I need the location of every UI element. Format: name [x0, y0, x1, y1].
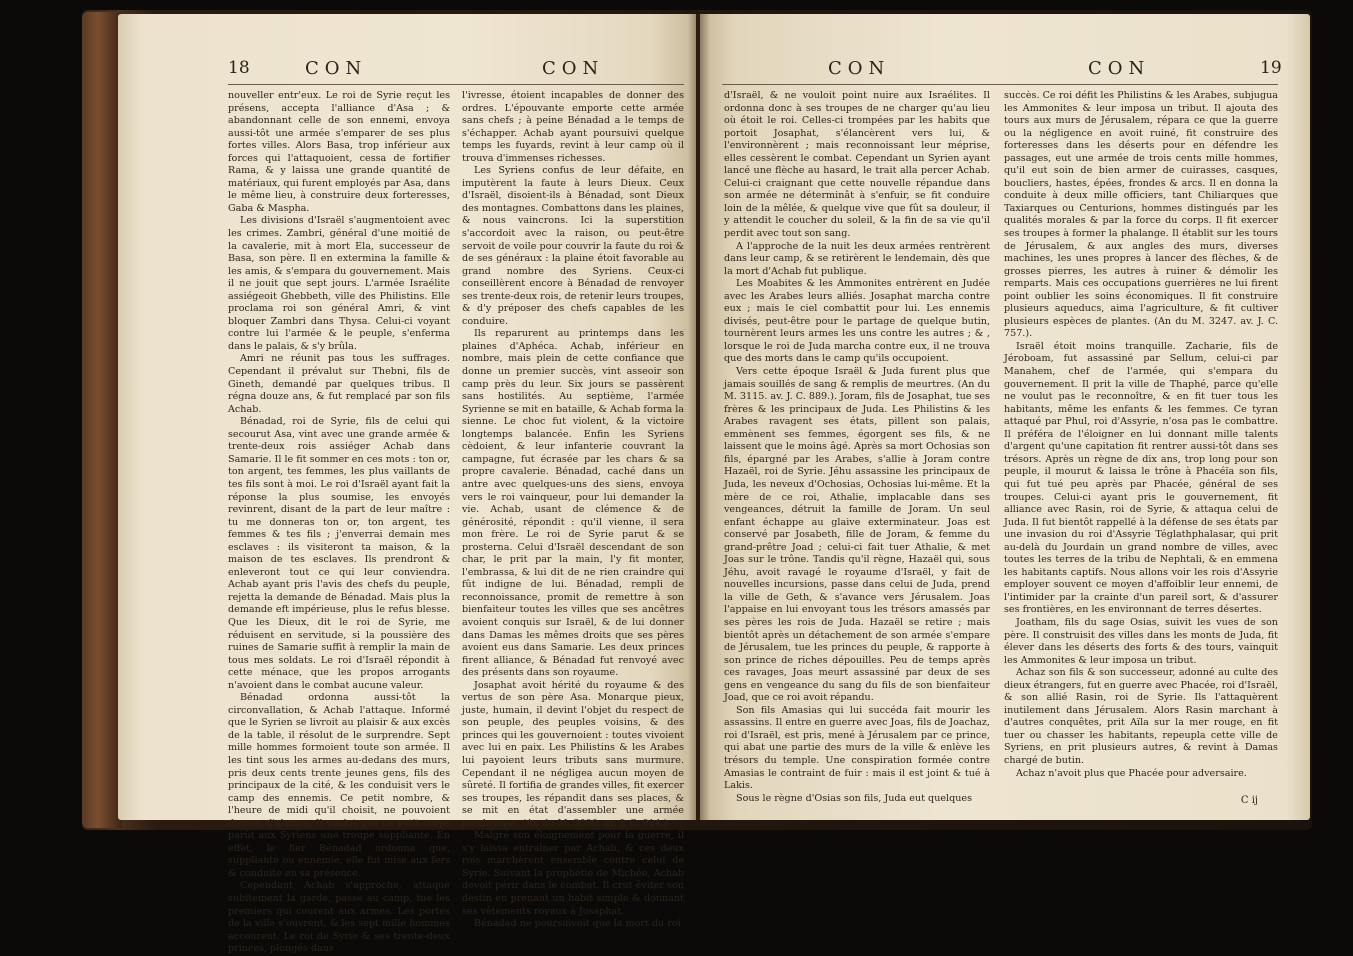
paragraph: Les Syriens confus de leur défaite, en imputèrent la faute à leurs Dieux. Ceux d'Israël, disoient-ils à Bénadad, sont Dieux des montagnes. Combattons dans les plaines, & nous vaincrons. Ici la superstition s'accordoit avec la raison, ou peut-être servoit de voile pour couvrir la faute du roi & de ses généraux : la plaine étoit favorable au grand nombre des Syriens. Ceux-ci conseillèrent encore à Bénadad de renvoyer ses trente-deux rois, de retenir leurs troupes, & d'y préposer des chefs capables de les conduire. — [462, 165, 684, 327]
right-header-rule — [722, 84, 1278, 85]
paragraph: succès. Ce roi défit les Philistins & les Arabes, subjugua les Ammonites & leur imposa un tribut. Il ajouta des tours aux murs de Jérusalem, répara ce que la guerre ou la négligence en avoit ruiné, fit construire des forteresses dans les déserts pour en défendre les passages, eut une armée de trois cents mille hommes, qu'il eut soin de bien armer de cuirasses, casques, boucliers, hastes, épées, frondes & arcs. Il en donna la conduite à deux mille officiers, tant Chiliarques que Taxiarques ou Centurions, hommes distingués par les qualités morales & par la force du corps. Il fit exercer ses troupes à former la phalange. Il établit sur les tours de Jérusalem, & aux angles des murs, diverses machines, les unes propres à lancer des flèches, & de grosses pierres, les autres à ruiner & démolir les remparts. Mais ces occupations guerrières ne lui firent point oublier les soins économiques. Il fit construire plusieurs aqueducs, aima l'agriculture, & fit cultiver plusieurs espèces de plantes. (An du M. 3247. av. J. C. 757.). — [1004, 90, 1278, 340]
paragraph: Les divisions d'Israël s'augmentoient avec les crimes. Zambri, général d'une moitié de la cavalerie, mit à mort Ela, successeur de Basa, son père. Il en extermina la famille & les amis, & s'empara du gouvernement. Mais il ne jouit que sept jours. L'armée Israélite assiégeoit Ghebbeth, ville des Philistins. Elle proclama roi son général Amri, & vint bloquer Zambri dans Thysa. Celui-ci voyant contre lui l'armée & le peuple, s'enferma dans le palais, & s'y brûla. — [228, 215, 450, 352]
paragraph: Achaz n'avoit plus que Phacée pour adversaire. — [1016, 767, 1247, 779]
right-column-1 — [724, 90, 990, 805]
left-running-head: CON — [305, 58, 368, 79]
paragraph: Son fils Amasias qui lui succéda fait mourir les assassins. Il entre en guerre avec Joas, fils de Joachaz, roi d'Israël, est pris, mené à Jérusalem par ce prince, qui abat une partie des murs de la ville & enlève les trésors du temple. Une conspiration formée contre Amasias le contraint de fuir : mais il est joint & tué à Lakis. — [724, 704, 990, 792]
paragraph: Sous le règne d'Osias son fils, Juda eut quelques — [736, 792, 973, 804]
left-column-1 — [228, 90, 450, 956]
paragraph: Amri ne réunit pas tous les suffrages. Cependant il prévalut sur Thebni, fils de Gineth, demandé par quelques tribus. Il régna douze ans, & fut remplacé par son fils Achab. — [228, 353, 450, 415]
signature-mark: C ij — [1240, 795, 1258, 806]
paragraph: l'ivresse, étoient incapables de donner des ordres. L'épouvante emporte cette armée sans chefs ; à peine Bénadad a le temps de s'échapper. Achab ayant poursuivi quelque temps les fuyards, revint à leur camp où il trouva d'immenses richesses. — [462, 90, 684, 164]
paragraph: Joatham, fils du sage Osias, suivit les vues de son père. Il construisit des villes dans les monts de Juda, fit élever dans les déserts des forts & des tours, vainquit les Ammonites & leur imposa un tribut. — [1004, 616, 1278, 666]
right-running-head-secondary: CON — [828, 58, 891, 79]
paragraph: Bénadad ne poursuivoit que la mort du roi — [474, 918, 681, 930]
paragraph: d'Israël, & ne vouloit point nuire aux Israélites. Il ordonna donc à ses troupes de ne charger qu'au lieu où étoit le roi. Celles-ci trompées par les habits que portoit Josaphat, s'élancèrent vers lui, & l'environnèrent ; mais reconnoissant leur méprise, elles cessèrent le combat. Cependant un Syrien ayant lancé une flèche au hasard, le trait alla percer Achab. Celui-ci craignant que cette nouvelle répandue dans son armée ne déterminât à s'enfuir, se fit conduire loin de la mêlée, & quelque vive que fût sa douleur, il y attendit le coucher du soleil, & la fin de sa vie qu'il perdit avec tout son sang. — [724, 90, 990, 240]
paragraph: Malgré son éloignement pour la guerre, il s'y laissa entraîner par Achab, & ces deux rois marchèrent ensemble contre celui de Syrie. Suivant la prophétie de Michée, Achab devoit périr dans le combat. Il crut éviter son destin en prenant un habit simple & donnant ses vêtements royaux à Josaphat. — [462, 830, 684, 917]
paragraph: nouveller entr'eux. Le roi de Syrie reçut les présens, accepta l'alliance d'Asa ; & abandonnant celle de son ennemi, envoya aussi-tôt une armée s'emparer de ses plus fortes villes. Alors Basa, trop inférieur aux forces qui l'attaquoient, cessa de fortifier Rama, & y laissa une grande quantité de matériaux, qui furent employés par Asa, dans le même lieu, à construire deux forteresses, Gaba & Maspha. — [228, 90, 450, 214]
paragraph: Vers cette époque Israël & Juda furent plus que jamais souillés de sang & remplis de meurtres. (An du M. 3115. av. J. C. 889.). Joram, fils de Josaphat, tue ses frères & les principaux de Juda. Les Philistins & les Arabes ravagent ses états, pillent son palais, emmènent ses femmes, égorgent ses fils, & ne laissent que le moins âgé. Après sa mort Ochosias son fils, épargné par les Arabes, s'allie à Joram contre Hazaël, roi de Syrie. Jéhu assassine les principaux de Juda, les neveux d'Ochosias, Ochosias lui-même. Et la mère de ce roi, Athalie, implacable dans ses vengeances, détruit la famille de Joram. Un seul enfant échappe au glaive exterminateur. Joas est conservé par Josabeth, fille de Joram, & femme du grand-prêtre Joad ; celui-ci fait tuer Athalie, & met Joas sur le trône. Tandis qu'il règne, Hazaël qui, sous Jéhu, avoit ravagé le royaume d'Israël, y fait de nouvelles incursions, passe dans celui de Juda, prend la ville de Geth, & s'avance vers Jérusalem. Joas l'appaise en lui envoyant tous les trésors amassés par ses pères les rois de Juda. Hazaël se retire ; mais bientôt après un détachement de son armée s'empare de Jérusalem, tue les princes du peuple, & rapporte à son prince de riches dépouilles. Peu de temps après ces ravages, Joas meurt assassiné par deux de ses gens en vengeance du sang du fils de son bienfaiteur Joad, que ce roi avoit répandu. — [724, 366, 991, 704]
right-page-number: 19 — [1260, 58, 1282, 78]
left-running-head-secondary: CON — [542, 58, 605, 79]
paragraph: Les Moabites & les Ammonites entrèrent en Judée avec les Arabes leurs alliés. Josaphat marcha contre eux ; mais le ciel combattit pour lui. Les ennemis divisés, peut-être pour le partage de quelque butin, tournèrent leurs armes les uns contre les autres ; & , lorsque le roi de Juda marcha contre eux, il ne trouva que des morts dans le camp qu'ils occupoient. — [724, 278, 990, 365]
paragraph: Bénadad ordonna aussi-tôt la circonvallation, & Achab l'attaque. Informé que le Syrien se livroit au plaisir & aux excès de la table, il résolut de le surprendre. Sept mille hommes formoient toute son armée. Il les tint sous les armes au-dedans des murs, pris deux cents trente jeunes gens, fils des principaux de la cité, & les conduisit vers le camp des ennemis. Ce petit nombre, & l'heure de midi qu'il choisit, ne pouvoient donner d'alarme. Il voulut que ce petit corps parût aux Syriens une troupe suppliante. En effet, le fier Bénadad ordonna que, suppliante ou ennemie, elle fut mise aux fers & conduite en sa présence. — [228, 692, 450, 879]
paragraph: Ils reparurent au printemps dans les plaines d'Aphéca. Achab, inférieur en nombre, mais plein de cette confiance que donne un premier succès, vint asseoir son camp près du leur. Six jours se passèrent sans hostilités. Au septième, l'armée Syrienne se mit en bataille, & Achab forma la sienne. Le choc fut violent, & la victoire longtemps balancée. Enfin les Syriens cèdoient, & leur infanterie couvrant la campagne, fut écrasée par les chars & sa propre cavalerie. Bénadad, caché dans un antre avec quelques-uns des siens, envoya vers le roi vainqueur, pour lui demander la vie. Achab, usant de clémence & de générosité, répondit : qu'il vienne, il sera mon frère. Le roi de Syrie parut & se prosterna. Celui d'Israël descendant de son char, le prit par la main, l'y fit monter, l'embrassa, & lui dit de ne rien craindre qui fût indigne de lui. Bénadad, rempli de reconnoissance, promit de remettre à son bienfaiteur toutes les villes que ses ancêtres avoient conquis sur Israël, & de lui donner dans Damas les mêmes droits que ses pères avoient eus dans Samarie. Les deux princes firent alliance, & Bénadad fut renvoyé avec des présents dans son royaume. — [462, 328, 685, 679]
paragraph: Israël étoit moins tranquille. Zacharie, fils de Jéroboam, fut assassiné par Sellum, celui-ci par Manahem, chef de l'armée, qui s'empara du gouvernement. Il prit la ville de Thaphé, parce qu'elle ne voulut pas le reconnoître, & en fit tuer tous les habitants, même les enfants & les femmes. Ce tyran attaqué par Phul, roi d'Assyrie, n'osa pas le combattre. Il préféra de l'éloigner en lui donnant mille talents d'argent qu'une capitation fit rentrer aussi-tôt dans ses trésors. Après un règne de dix ans, trop long pour son peuple, il mourut & laissa le trône à Phacéïa son fils, qui fut tué peu après par Phacée, général de ses troupes. Celui-ci ayant pris le gouvernement, fit alliance avec Rasin, roi de Syrie, & attaqua celui de Juda. Il fut bientôt rappellé à la défense de ses états par une invasion du roi d'Assyrie Téglathphalasar, qui prit au-delà du Jourdain un grand nombre de villes, avec toutes les terres de la tribu de Nephtali, & en emmena les habitants captifs. Nous allons voir les rois d'Assyrie employer souvent ce moyen d'affoiblir leur ennemi, de l'intimider par la crainte d'un pareil sort, & d'assurer ses frontières, en les environnant de terres désertes. — [1004, 340, 1278, 616]
book-spine-edge — [82, 12, 122, 828]
paragraph: Achaz son fils & son successeur, adonné au culte des dieux étrangers, fut en guerre avec Phacée, roi d'Israël, & son allié Rasin, roi de Syrie. Ils l'attaquèrent inutilement dans Jérusalem. Alors Rasin marchant à d'autres conquêtes, prit Aïla sur la mer rouge, en fit tuer ou chasser les habitants, repeupla cette ville de Syriens, en prit plusieurs autres, & revint à Damas chargé de butin. — [1004, 667, 1278, 766]
paragraph: Bénadad, roi de Syrie, fils de celui qui secourut Asa, vint avec une grande armée & trente-deux rois assiéger Achab dans Samarie. Il le fit sommer en ces mots : ton or, ton argent, tes femmes, les plus vaillants de tes fils sont à moi. Le roi d'Israël ayant fait la réponse la plus soumise, les envoyés revinrent, disant de la part de leur maître : tu me donneras ton or, ton argent, tes femmes & tes fils ; j'enverrai demain mes esclaves : ils visiteront ta maison, & la maison de tes esclaves. Ils prendront & enleveront tout ce qui leur conviendra. Achab ayant pris l'avis des chefs du peuple, rejetta la demande de Bénadad. Mais plus la demande eft impérieuse, plus le refus blesse. Que les Dieux, dit le roi de Syrie, me réduisent en servitude, si la poussière des ruines de Samarie suffit à remplir la main de tous mes soldats. Le roi d'Israël répondit à cette ménace, que les propos arrogants n'avoient dans le combat aucune valeur. — [228, 416, 450, 691]
right-running-head: CON — [1088, 58, 1151, 79]
right-column-2 — [1004, 90, 1278, 780]
paragraph: Josaphat avoit hérité du royaume & des vertus de son père Asa. Monarque pieux, juste, humain, il devint l'objet du respect de son peuple, des peuples voisins, & des princes qui les gouvernoient : toutes vivoient avec lui en paix. Les Philistins & les Arabes lui payoient leurs tributs sans murmure. Cependant il ne négligea aucun moyen de sûreté. Il fortifia de grandes villes, fit exercer ses troupes, les répandit dans ses places, & se mit en état d'assembler une armée nombreuse. (An du M. 3090. av. J. C. 914.). — [462, 679, 684, 829]
paragraph: Cependant Achab s'approche, attaque subitement la garde, passe au camp, tue les premiers qui courent aux armes. Les portes de la ville s'ouvrent, & les sept mille hommes accourent. Le roi de Syrie & ses trente-deux princes, plongés dans — [228, 880, 450, 955]
left-page — [118, 14, 696, 955]
paragraph: A l'approche de la nuit les deux armées rentrèrent dans leur camp, & se retirèrent le lendemain, dès que la mort d'Achab fut publique. — [724, 240, 990, 277]
page-gutter — [688, 14, 710, 820]
right-page — [700, 14, 1310, 820]
left-page-number: 18 — [228, 58, 250, 78]
left-header-rule — [228, 84, 684, 85]
left-column-2 — [462, 90, 684, 931]
